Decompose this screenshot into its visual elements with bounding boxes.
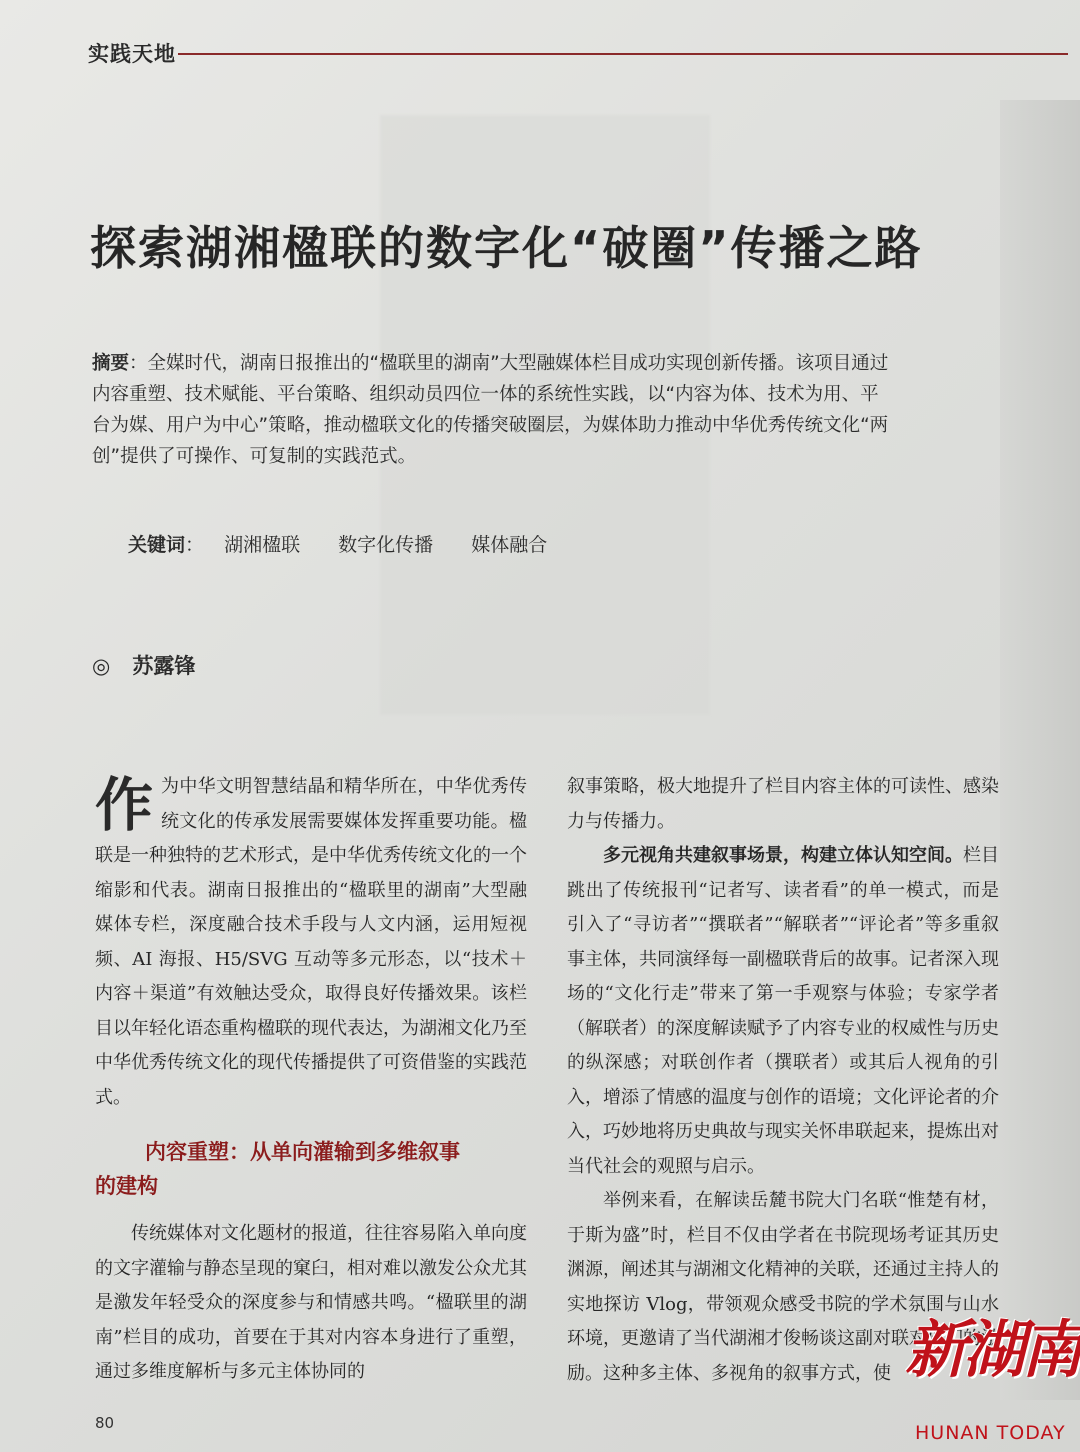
body-paragraph: 传统媒体对文化题材的报道，往往容易陷入单向度的文字灌输与静态呈现的窠臼，相对难以激发公众尤其是激发年轻受众的深度参与和情感共鸣。“楹联里的湖南”栏目的成功，首要在于其对内容本身进行了重塑，通过多维度解析与多元主体协同的 (95, 1223, 527, 1382)
keywords-label: 关键词 (128, 534, 186, 556)
section-heading-line1: 内容重塑：从单向灌输到多维叙事 (145, 1140, 460, 1164)
page-edge-shadow (1000, 100, 1080, 1400)
abstract (92, 348, 892, 472)
abstract-text: ：全媒时代，湖南日报推出的“楹联里的湖南”大型融媒体栏目成功实现创新传播。该项目通过内容重塑、技术赋能、平台策略、组织动员四位一体的系统性实践，以“内容为体、技术为用、平台为媒、用户为中心”策略，推动楹联文化的传播突破圈层，为媒体助力推动中华优秀传统文化“两创”提供了可操作、可复制的实践范式。 (92, 353, 889, 467)
section-heading (95, 1135, 527, 1203)
watermark-logo (905, 1300, 1080, 1450)
continued-paragraph: 叙事策略，极大地提升了栏目内容主体的可读性、感染力与传播力。 (567, 776, 999, 832)
section-heading-line2: 的建构 (95, 1174, 158, 1198)
intro-text: 为中华文明智慧结晶和精华所在，中华优秀传统文化的传承发展需要媒体发挥重要功能。楹联是一种独特的艺术形式，是中华优秀传统文化的一个缩影和代表。湖南日报推出的“楹联里的湖南”大型融媒体专栏，深度融合技术手段与人文内涵，运用短视频、AI 海报、H5/SVG 互动等多元形态，以“技术＋内容＋渠道”有效触达受众，取得良好传播效果。该栏目以年轻化语态重构楹联的现代表达，为湖湘文化乃至中华优秀传统文化的现代传播提供了可资借鉴的实践范式。 (95, 776, 527, 1108)
paragraph-text: 栏目跳出了传统报刊“记者写、读者看”的单一模式，而是引入了“寻访者”“撰联者”“解联者”“评论者”等多重叙事主体，共同演绎每一副楹联背后的故事。记者深入现场的“文化行走”带来了第一手观察与体验；专家学者（解联者）的深度解读赋予了内容专业的权威性与历史的纵深感；对联创作者（撰联者）或其后人视角的引入，增添了情感的温度与创作的语境；文化评论者的介入，巧妙地将历史典故与现实关怀串联起来，提炼出对当代社会的观照与启示。 (567, 845, 999, 1177)
watermark-sub: HUNAN TODAY (915, 1422, 1066, 1444)
watermark-main: 新湖南 (905, 1313, 1080, 1386)
keyword-1: 湖湘楹联 (224, 534, 301, 556)
section-rule (178, 53, 1068, 55)
keyword-3: 媒体融合 (471, 534, 548, 556)
intro-paragraph (95, 770, 527, 1115)
keyword-2: 数字化传播 (338, 534, 434, 556)
section-tag: 实践天地 (88, 42, 176, 66)
paragraph-lead: 多元视角共建叙事场景，构建立体认知空间。 (603, 845, 963, 866)
left-column (95, 770, 527, 1390)
keywords-colon: ： (185, 534, 205, 556)
drop-cap: 作 (95, 771, 154, 839)
right-column (567, 770, 999, 1391)
page-number: 80 (95, 1414, 115, 1432)
author-symbol: ◎ (92, 654, 111, 678)
author-name: 苏露锋 (132, 654, 196, 678)
body-paragraph: 举例来看，在解读岳麓书院大门名联“惟楚有材，于斯为盛”时，栏目不仅由学者在书院现场考证其历史渊源，阐述其与湖湘文化精神的关联，还通过主持人的实地探访 Vlog，带领观众感受书院的学术氛围与山水环境，更邀请了当代湖湘才俊畅谈这副对联对他们的激励。这种多主体、多视角的叙事方式，使 (567, 1190, 999, 1384)
article-title: 探索湖湘楹联的数字化“破圈”传播之路 (90, 221, 923, 275)
keywords (128, 530, 565, 557)
author-line (92, 650, 195, 680)
abstract-label: 摘要 (92, 353, 130, 374)
body-paragraph (567, 839, 999, 1184)
